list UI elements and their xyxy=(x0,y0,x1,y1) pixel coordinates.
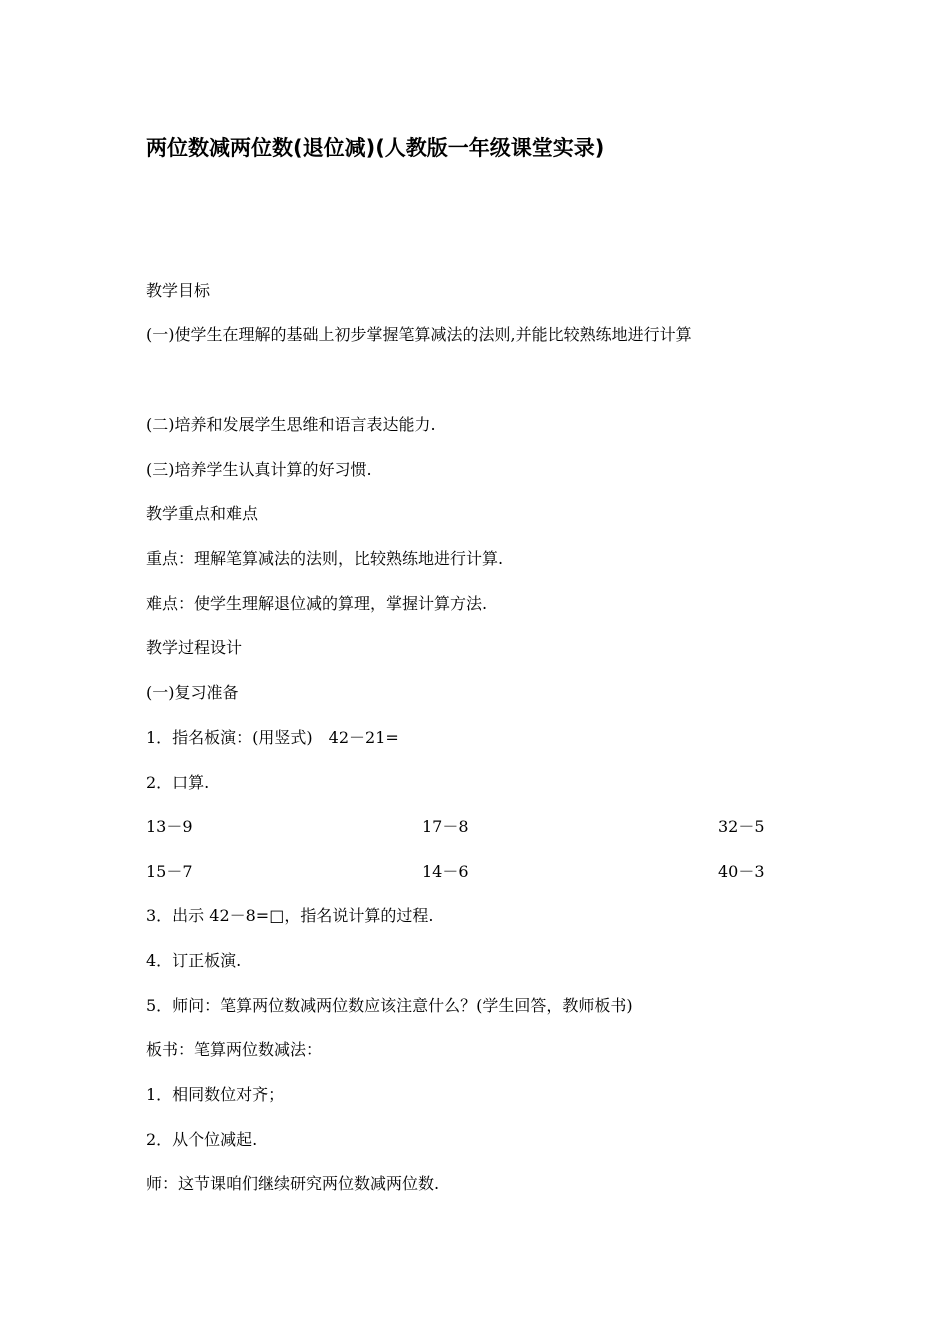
objective-3: (三)培养学生认真计算的好习惯. xyxy=(146,460,372,479)
step-2: 2．口算. xyxy=(146,773,210,792)
key-point: 重点：理解笔算减法的法则，比较熟练地进行计算. xyxy=(146,549,504,568)
difficult-point: 难点：使学生理解退位减的算理，掌握计算方法. xyxy=(146,594,488,613)
step-1: 1．指名板演：(用竖式) 42－21= xyxy=(146,728,399,747)
step-5: 5．师问：笔算两位数减两位数应该注意什么？(学生回答，教师板书) xyxy=(146,996,633,1015)
mental-math-item: 17－8 xyxy=(422,817,469,836)
board-heading: 板书：笔算两位数减法： xyxy=(146,1040,323,1059)
review-heading: (一)复习准备 xyxy=(146,683,239,702)
document-title: 两位数减两位数(退位减)(人教版一年级课堂实录) xyxy=(146,136,605,160)
process-heading: 教学过程设计 xyxy=(146,638,243,657)
mental-math-item: 14－6 xyxy=(422,862,469,881)
mental-math-item: 40－3 xyxy=(718,862,765,881)
step-3: 3．出示 42－8=□，指名说计算的过程. xyxy=(146,906,434,925)
mental-math-item: 32－5 xyxy=(718,817,765,836)
teacher-intro: 师：这节课咱们继续研究两位数减两位数. xyxy=(146,1174,440,1193)
mental-math-item: 15－7 xyxy=(146,862,193,881)
board-rule-1: 1．相同数位对齐； xyxy=(146,1085,285,1104)
objective-1: (一)使学生在理解的基础上初步掌握笔算减法的法则,并能比较熟练地进行计算 xyxy=(146,325,692,344)
mental-math-item: 13－9 xyxy=(146,817,193,836)
objective-2: (二)培养和发展学生思维和语言表达能力. xyxy=(146,415,436,434)
step-4: 4．订正板演. xyxy=(146,951,242,970)
board-rule-2: 2．从个位减起. xyxy=(146,1130,258,1149)
objectives-heading: 教学目标 xyxy=(146,281,211,300)
key-points-heading: 教学重点和难点 xyxy=(146,504,259,523)
